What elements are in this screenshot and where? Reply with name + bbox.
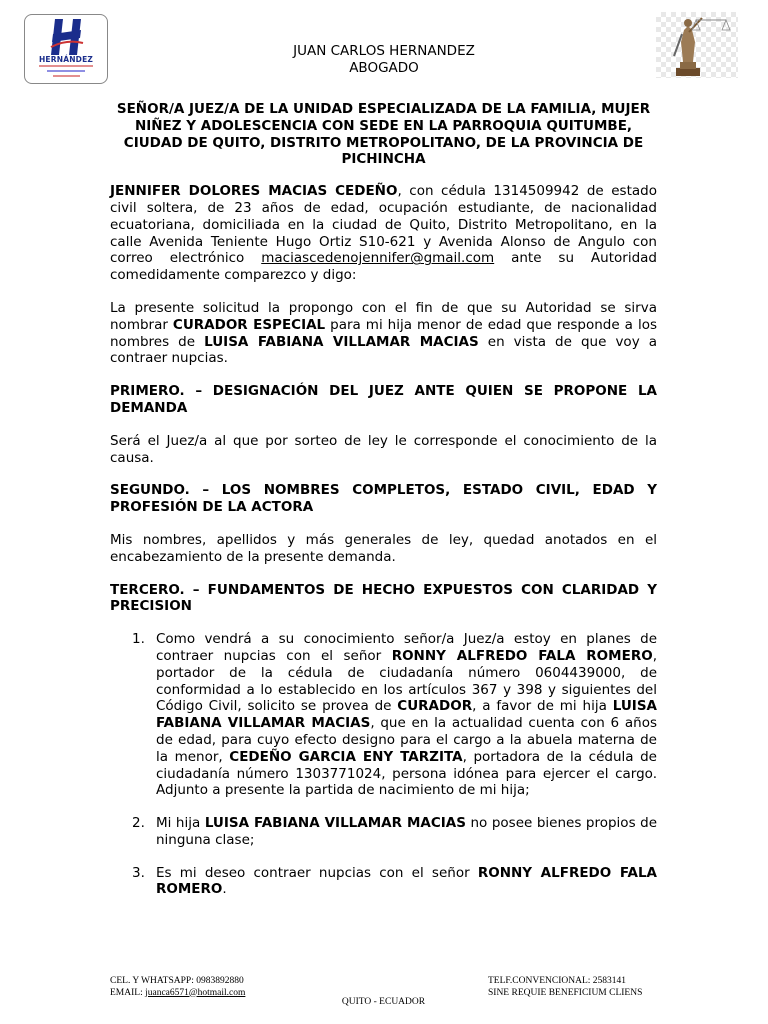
lady-justice-icon [656,12,738,78]
section-3-heading: TERCERO. – FUNDAMENTOS DE HECHO EXPUESTOS CON CLARIDAD Y PRECISION [110,581,657,615]
footer-contact-left [110,976,245,999]
request-paragraph [110,300,657,367]
request-bold-1: CURADOR ESPECIAL [172,316,326,333]
footer-email-label: EMAIL: [110,987,146,998]
item-3-bold-1: RONNY ALFREDO FALA ROMERO [156,864,658,898]
document-body [110,101,657,914]
list-item [110,815,657,849]
item-1-text-5: , portadora de la cédula de ciudadanía número 1303771024, persona idónea para ejercer el cargo. Adjunto a presente la partida de nacimiento de mi hija; [156,748,657,799]
footer-contact-right [488,976,642,999]
lawyer-title: ABOGADO [349,60,419,76]
lawyer-header [200,43,568,77]
list-item-number: 1. [132,631,145,648]
section-2-heading: SEGUNDO. – LOS NOMBRES COMPLETOS, ESTADO CIVIL, EDAD Y PROFESIÓN DE LA ACTORA [110,482,657,516]
item-1-bold-3: LUISA FABIANA VILLAMAR MACIAS [156,698,657,732]
intro-text-a: , con cédula 1314509942 de estado civil soltera, de 23 años de edad, ocupación estudiante, de nacionalidad ecuatoriana, domiciliada en la ciudad de Quito, Distrito Metropolitano, en la calle Avenida Teniente Hugo Ortiz S10-621 y Avenida Alonso de Angulo con correo electrónico [110,183,657,267]
list-item-number: 2. [132,815,145,832]
plaintiff-name: JENNIFER DOLORES MACIAS CEDEÑO [110,183,398,200]
request-text-3: en vista de que voy a contraer nupcias. [110,333,657,367]
item-1-text-1: Como vendrá a su conocimiento señor/a Juez/a estoy en planes de contraer nupcias con el señor [156,631,657,664]
item-2-text-1: Mi hija [156,815,205,832]
item-2-bold-1: LUISA FABIANA VILLAMAR MACIAS [204,815,466,832]
item-1-bold-4: CEDEÑO GARCIA ENY TARZITA [229,748,463,765]
section-1-heading: PRIMERO. – DESIGNACIÓN DEL JUEZ ANTE QUIEN SE PROPONE LA DEMANDA [110,383,657,416]
list-item [110,631,657,799]
footer-motto: SINE REQUIE BENEFICIUM CLIENS [488,987,643,998]
request-text-2: para mi hija menor de edad que responde a los nombres de [110,316,657,350]
law-firm-logo [24,14,108,84]
facts-list [110,631,657,898]
item-1-text-2: , portador de la cédula de ciudadanía número 0604439000, de conformidad a lo establecido en los artículos 367 y 398 y siguientes del Código Civil, solicito se provea de [156,647,657,715]
item-1-text-4: , que en la actualidad cuenta con 6 años de edad, para cuyo efecto designo para el cargo a la abuela materna de la menor, [156,715,657,765]
logo-fine-print [39,65,93,80]
lady-justice-image [656,12,738,78]
lawyer-name: JUAN CARLOS HERNANDEZ [293,43,475,59]
list-item-number: 3. [132,864,145,881]
request-text-1: La presente solicitud la propongo con el fin de que su Autoridad se sirva nombrar [110,299,657,333]
item-1-bold-1: RONNY ALFREDO FALA ROMERO [391,647,653,664]
footer-phone: CEL. Y WHATSAPP: 0983892880 [110,976,244,986]
logo-brand-text: HERNÁNDEZ [38,55,94,64]
request-bold-2: LUISA FABIANA VILLAMAR MACIAS [204,333,479,350]
item-1-bold-2: CURADOR [397,698,473,715]
court-address-title: SEÑOR/A JUEZ/A DE LA UNIDAD ESPECIALIZADA DE LA FAMILIA, MUJER NIÑEZ Y ADOLESCENCIA CON SEDE EN LA PARROQUIA QUITUMBE, CIUDAD DE QUITO, DISTRITO METROPOLITANO, DE LA PROVINCIA DE PICHINCHA [116,101,651,168]
section-1-text: Será el Juez/a al que por sorteo de ley le corresponde el conocimiento de la causa. [110,432,657,466]
item-3-text-2: . [222,881,227,898]
intro-text-b: ante su Autoridad comedidamente comparezco y digo: [110,250,657,284]
h-logo-icon [47,17,87,57]
list-item [110,865,657,899]
intro-paragraph [110,183,657,284]
item-2-text-2: no posee bienes propios de ninguna clase; [156,815,658,848]
footer-email-link[interactable]: juanca6571@hotmail.com [145,987,246,998]
footer-city: QUITO - ECUADOR [341,997,426,1007]
plaintiff-email-link[interactable]: maciascedenojennifer@gmail.com [261,250,495,267]
item-3-text-1: Es mi deseo contraer nupcias con el señor [156,864,478,881]
section-2-text: Mis nombres, apellidos y más generales de ley, quedad anotados en el encabezamiento de la presente demanda. [110,531,657,565]
item-1-text-3: , a favor de mi hija [472,698,613,715]
footer-landline: TELF.CONVENCIONAL: 2583141 [488,976,627,986]
